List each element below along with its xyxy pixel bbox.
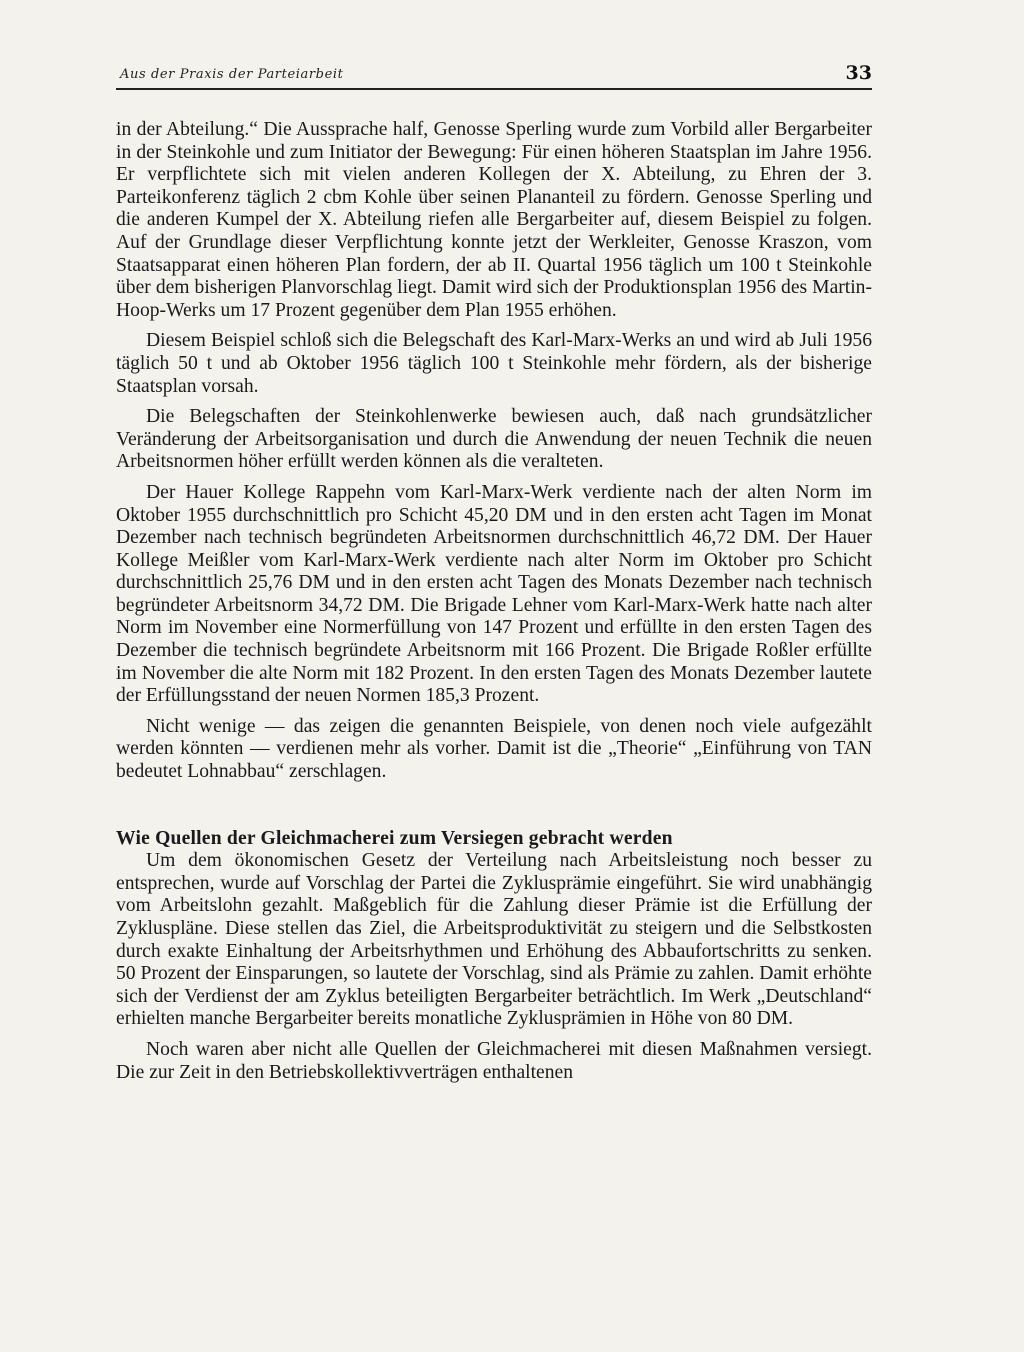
paragraph: Der Hauer Kollege Rappehn vom Karl-Marx-Werk verdiente nach der alten Norm im Oktober 1955 durchschnittlich pro Schicht 45,20 DM und in den ersten acht Tagen im Monat Dezember nach technisch begründeten Arbeitsnormen durchschnittlich 46,72 DM. Der Hauer Kollege Meißler vom Karl-Marx-Werk verdiente nach alter Norm im Oktober pro Schicht durchschnittlich 25,76 DM und in den ersten acht Tagen des Monats Dezember nach technisch begründeter Arbeitsnorm 34,72 DM. Die Brigade Lehner vom Karl-Marx-Werk hatte nach alter Norm im November eine Normerfüllung von 147 Prozent und erfüllte in den ersten Tagen des Dezember die technisch begründete Arbeitsnorm mit 166 Prozent. Die Brigade Roßler erfüllte im November die alte Norm mit 182 Prozent. In den ersten Tagen des Monats Dezember lautete der Erfüllungsstand der neuen Normen 185,3 Prozent. — [116, 481, 872, 707]
page-number: 33 — [845, 62, 872, 84]
running-header — [116, 58, 872, 90]
document-page — [116, 58, 872, 1083]
paragraph: Diesem Beispiel schloß sich die Belegschaft des Karl-Marx-Werks an und wird ab Juli 1956 täglich 50 t und ab Oktober 1956 täglich 100 t Steinkohle mehr fördern, als der bisherige Staatsplan vorsah. — [116, 330, 872, 397]
paragraph: Die Belegschaften der Steinkohlenwerke bewiesen auch, daß nach grundsätzlicher Veränderung der Arbeitsorganisation und durch die Anwendung der neuen Technik die neuen Arbeitsnormen höher erfüllt werden können als die veralteten. — [116, 406, 872, 473]
paragraph: Noch waren aber nicht alle Quellen der Gleichmacherei mit diesen Maßnahmen versiegt. Die zur Zeit in den Betriebskollektivverträgen enthaltenen — [116, 1038, 872, 1083]
paragraph: in der Abteilung.“ Die Aussprache half, Genosse Sperling wurde zum Vorbild aller Bergarbeiter in der Steinkohle und zum Initiator der Bewegung: Für einen höheren Staatsplan im Jahre 1956. Er verpflichtete sich mit vielen anderen Kollegen der X. Abteilung, zu Ehren der 3. Parteikonferenz täglich 2 cbm Kohle über seinen Plananteil zu fördern. Genosse Sperling und die anderen Kumpel der X. Abteilung riefen alle Bergarbeiter auf, diesem Beispiel zu folgen. Auf der Grundlage dieser Verpflichtung konnte jetzt der Werkleiter, Genosse Kraszon, vom Staatsapparat einen höheren Plan fordern, der ab II. Quartal 1956 täglich um 100 t Steinkohle über dem bisherigen Planvorschlag liegt. Damit wird sich der Produktionsplan 1956 des Martin-Hoop-Werks um 17 Prozent gegenüber dem Plan 1955 erhöhen. — [116, 119, 872, 321]
paragraph: Um dem ökonomischen Gesetz der Verteilung nach Arbeitsleistung noch besser zu entsprechen, wurde auf Vorschlag der Partei die Zyklusprämie eingeführt. Sie wird unabhängig vom Arbeitslohn gezahlt. Maßgeblich für die Zahlung dieser Prämie ist die Erfüllung der Zykluspläne. Diese stellen das Ziel, die Arbeitsproduktivität zu steigern und die Selbstkosten durch exakte Einhaltung der Arbeitsrhythmen und Erhöhung des Abbaufortschritts zu senken. 50 Prozent der Einsparungen, so lautete der Vorschlag, sind als Prämie zu zahlen. Damit erhöhte sich der Verdienst der am Zyklus beteiligten Bergarbeiter beträchtlich. Im Werk „Deutschland“ erhielten manche Bergarbeiter bereits monatliche Zyklusprämien in Höhe von 80 DM. — [116, 850, 872, 1030]
body-text — [116, 119, 872, 1092]
running-title: Aus der Praxis der Parteiarbeit — [120, 67, 344, 82]
paragraph: Nicht wenige — das zeigen die genannten Beispiele, von denen noch viele aufgezählt werden könnten — verdienen mehr als vorher. Damit ist die „Theorie“ „Einführung von TAN bedeutet Lohnabbau“ zerschlagen. — [116, 715, 872, 783]
section-heading: Wie Quellen der Gleichmacherei zum Versiegen gebracht werden — [116, 827, 673, 849]
